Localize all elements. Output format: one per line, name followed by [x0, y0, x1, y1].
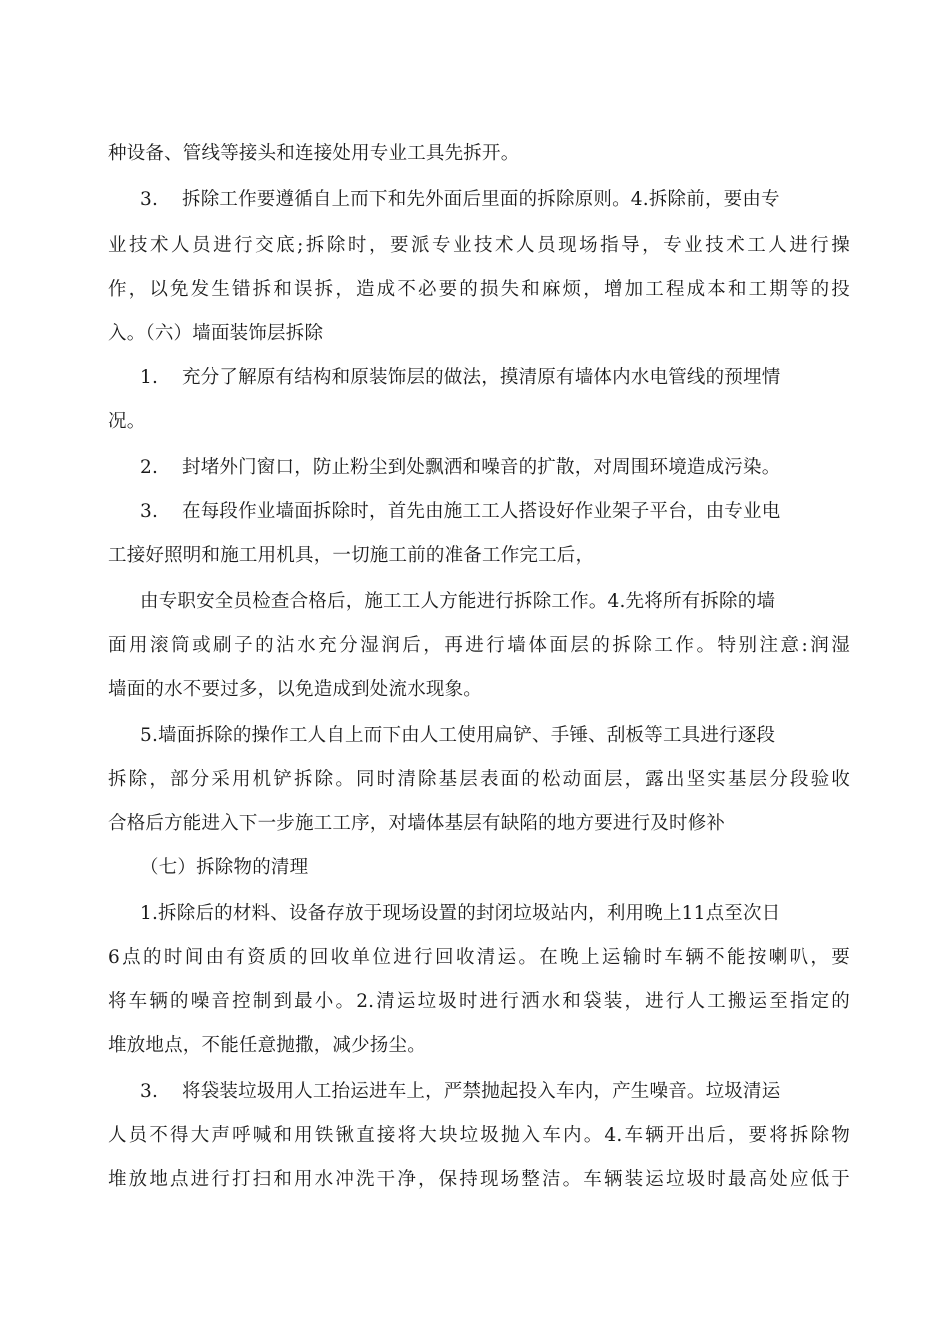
- paragraph-line: [108, 410, 850, 434]
- paragraph-line: [140, 188, 850, 212]
- paragraph-line: [108, 634, 850, 658]
- paragraph-line: [108, 1124, 850, 1148]
- line-text: 拆除，部分采用机铲拆除。同时清除基层表面的松动面层，露出坚实基层分段验收: [108, 769, 850, 790]
- line-text: 在每段作业墙面拆除时，首先由施工工人搭设好作业架子平台，由专业电: [182, 501, 781, 522]
- item-number: 3.: [140, 1081, 159, 1102]
- paragraph-line: [140, 902, 850, 926]
- line-text: 1.拆除后的材料、设备存放于现场设置的封闭垃圾站内，利用晚上11点至次日: [140, 903, 781, 924]
- paragraph-line: [108, 142, 850, 166]
- item-number: 3.: [140, 501, 159, 522]
- paragraph-line: [108, 234, 850, 258]
- paragraph-line: [108, 1168, 850, 1192]
- paragraph-line: [140, 366, 850, 390]
- line-text: 堆放地点，不能任意抛撒，减少扬尘。: [108, 1035, 426, 1056]
- line-text: 面用滚筒或刷子的沾水充分湿润后，再进行墙体面层的拆除工作。特别注意:润湿: [108, 635, 850, 656]
- item-number: 3.: [140, 189, 159, 210]
- line-text: 由专职安全员检查合格后，施工工人方能进行拆除工作。4.先将所有拆除的墙: [140, 591, 776, 612]
- line-text: 工接好照明和施工用机具，一切施工前的准备工作完工后，: [108, 545, 595, 566]
- paragraph-line: [108, 812, 850, 836]
- line-text: 将袋装垃圾用人工抬运进车上，严禁抛起投入车内，产生噪音。垃圾清运: [182, 1081, 781, 1102]
- paragraph-line: [140, 590, 850, 614]
- line-text: 拆除工作要遵循自上而下和先外面后里面的拆除原则。4.拆除前，要由专: [182, 189, 780, 210]
- line-text: 作，以免发生错拆和误拆，造成不必要的损失和麻烦，增加工程成本和工期等的投: [108, 279, 850, 300]
- item-number: 2.: [140, 457, 159, 478]
- paragraph-line: [108, 990, 850, 1014]
- line-text: 入。（六）墙面装饰层拆除: [108, 323, 324, 344]
- paragraph-line: [108, 678, 850, 702]
- line-text: （七）拆除物的清理: [140, 857, 309, 878]
- line-text: 墙面的水不要过多，以免造成到处流水现象。: [108, 679, 483, 700]
- line-text: 况。: [108, 411, 146, 432]
- paragraph-line: [108, 278, 850, 302]
- line-text: 种设备、管线等接头和连接处用专业工具先拆开。: [108, 143, 520, 164]
- line-text: 充分了解原有结构和原装饰层的做法，摸清原有墙体内水电管线的预埋情: [182, 367, 781, 388]
- line-text: 合格后方能进入下一步施工工序，对墙体基层有缺陷的地方要进行及时修补: [108, 813, 726, 834]
- line-text: 业技术人员进行交底;拆除时，要派专业技术人员现场指导，专业技术工人进行操: [108, 235, 850, 256]
- paragraph-line: [108, 946, 850, 970]
- item-number: 1.: [140, 367, 159, 388]
- paragraph-line: [108, 544, 850, 568]
- paragraph-line: [140, 456, 850, 480]
- line-text: 6点的时间由有资质的回收单位进行回收清运。在晚上运输时车辆不能按喇叭，要: [108, 947, 850, 968]
- paragraph-line: [140, 724, 850, 748]
- paragraph-line: [140, 1080, 850, 1104]
- line-text: 人员不得大声呼喊和用铁锹直接将大块垃圾抛入车内。4.车辆开出后，要将拆除物: [108, 1125, 850, 1146]
- section-heading-line: [108, 322, 850, 346]
- paragraph-line: [108, 768, 850, 792]
- line-text: 5.墙面拆除的操作工人自上而下由人工使用扁铲、手锤、刮板等工具进行逐段: [140, 725, 776, 746]
- line-text: 堆放地点进行打扫和用水冲洗干净，保持现场整洁。车辆装运垃圾时最高处应低于: [108, 1169, 850, 1190]
- line-text: 封堵外门窗口，防止粉尘到处飘洒和噪音的扩散，对周围环境造成污染。: [182, 457, 781, 478]
- section-heading-line: [140, 856, 850, 880]
- paragraph-line: [140, 500, 850, 524]
- line-text: 将车辆的噪音控制到最小。2.清运垃圾时进行洒水和袋装，进行人工搬运至指定的: [108, 991, 850, 1012]
- paragraph-line: [108, 1034, 850, 1058]
